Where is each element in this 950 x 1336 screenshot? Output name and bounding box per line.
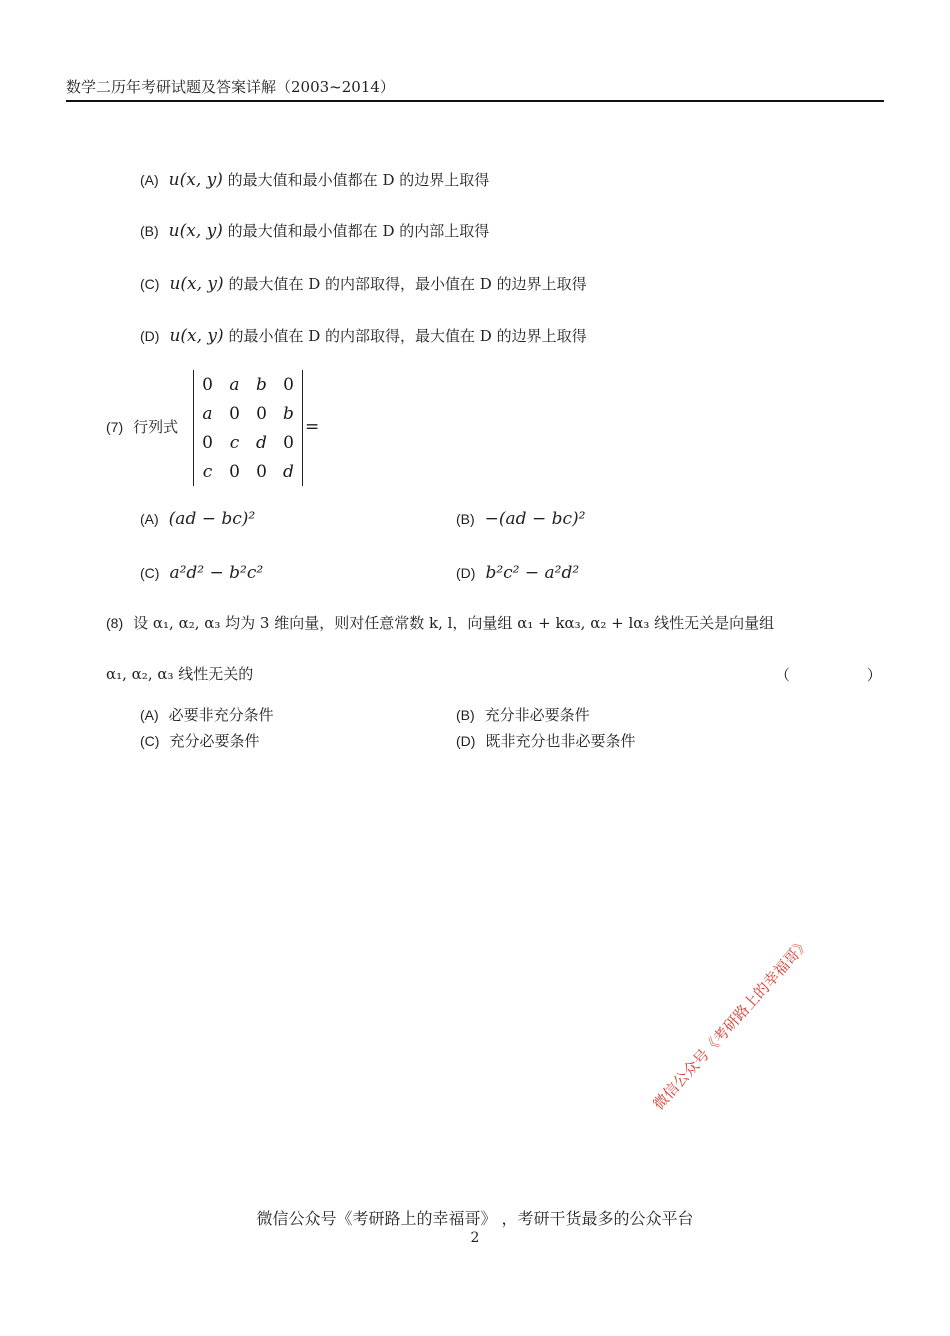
matrix-row bbox=[194, 399, 302, 428]
matrix-cell: 0 bbox=[283, 374, 294, 395]
q8-stem-line1: (8) 设 α₁, α₂, α₃ 均为 3 维向量，则对任意常数 k, l，向量组 α₁ + kα₃, α₂ + lα₃ 线性无关是向量组 bbox=[106, 614, 775, 632]
matrix-cell: c bbox=[202, 461, 213, 482]
q7-option-a: (A) (ad − bc)² bbox=[140, 509, 256, 529]
q6-option-b: (B) u(x, y) 的最大值和最小值都在 D 的内部上取得 bbox=[140, 221, 490, 241]
answer-parentheses: （ ） bbox=[775, 666, 918, 684]
matrix-cell: 0 bbox=[202, 374, 213, 395]
matrix-cell: a bbox=[202, 403, 213, 424]
q8-option-b: (B) 充分非必要条件 bbox=[456, 706, 590, 724]
q7-option-b: (B) −(ad − bc)² bbox=[456, 509, 586, 529]
matrix-row bbox=[194, 428, 302, 457]
q6-option-d: (D) u(x, y) 的最小值在 D 的内部取得，最大值在 D 的边界上取得 bbox=[140, 326, 587, 346]
matrix-cell: 0 bbox=[256, 461, 267, 482]
matrix-cell: c bbox=[229, 432, 240, 453]
q8-option-d: (D) 既非充分也非必要条件 bbox=[456, 732, 636, 750]
matrix-cell: 0 bbox=[229, 461, 240, 482]
page-number: 2 bbox=[470, 1230, 480, 1246]
matrix-cell: b bbox=[256, 374, 267, 395]
q7-option-d: (D) b²c² − a²d² bbox=[456, 563, 580, 583]
matrix-row bbox=[194, 370, 302, 399]
header-title: 数学二历年考研试题及答案详解（2003~2014） bbox=[66, 78, 395, 96]
matrix-cell: b bbox=[283, 403, 294, 424]
matrix-cell: a bbox=[229, 374, 240, 395]
determinant-matrix bbox=[193, 370, 303, 486]
matrix-cell: d bbox=[283, 461, 294, 482]
matrix-cell: 0 bbox=[202, 432, 213, 453]
q7-equals: = bbox=[305, 417, 320, 437]
matrix-row bbox=[194, 457, 302, 486]
q8-option-a: (A) 必要非充分条件 bbox=[140, 706, 274, 724]
q8-stem-line2: α₁, α₂, α₃ 线性无关的 bbox=[106, 665, 254, 683]
matrix-cell: 0 bbox=[283, 432, 294, 453]
matrix-cell: 0 bbox=[229, 403, 240, 424]
q8-option-c: (C) 充分必要条件 bbox=[140, 732, 260, 750]
watermark: 微信公众号《考研路上的幸福哥》 bbox=[649, 934, 814, 1114]
matrix-cell: 0 bbox=[256, 403, 267, 424]
footer-text: 微信公众号《考研路上的幸福哥》 ，考研干货最多的公众平台 bbox=[256, 1209, 694, 1228]
matrix-cell: d bbox=[256, 432, 267, 453]
q7-stem: (7) 行列式 bbox=[106, 418, 179, 436]
q6-option-a: (A) u(x, y) 的最大值和最小值都在 D 的边界上取得 bbox=[140, 170, 490, 190]
q7-option-c: (C) a²d² − b²c² bbox=[140, 563, 264, 583]
q6-option-c: (C) u(x, y) 的最大值在 D 的内部取得，最小值在 D 的边界上取得 bbox=[140, 274, 587, 294]
